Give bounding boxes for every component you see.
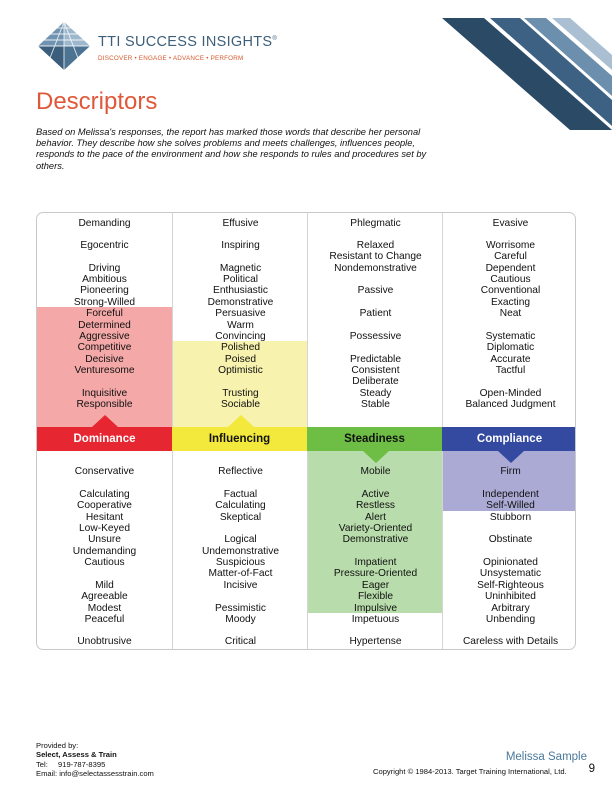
descriptor-word: Pressure-Oriented — [333, 568, 418, 579]
descriptor-word: Open-Minded — [479, 388, 542, 399]
compliance-marker — [498, 451, 524, 463]
descriptor-word: Aggressive — [79, 331, 130, 342]
descriptor-word: Critical — [224, 636, 257, 647]
descriptor-word: Venturesome — [74, 365, 135, 376]
descriptor-word: Mild — [95, 580, 114, 591]
descriptor-word: Impatient — [354, 557, 397, 568]
descriptor-word: Self-Willed — [486, 500, 535, 511]
descriptor-word: Responsible — [76, 399, 133, 410]
descriptor-word: Modest — [87, 603, 122, 614]
descriptor-word: Steady — [359, 388, 392, 399]
provider-company: Select, Assess & Train — [36, 750, 117, 760]
descriptor-word: Dependent — [485, 263, 536, 274]
descriptor-word: Cooperative — [77, 500, 132, 511]
descriptor-word: Determined — [78, 320, 131, 331]
descriptor-word: Incisive — [223, 580, 258, 591]
descriptor-word: Polished — [220, 342, 261, 353]
descriptor-word: Possessive — [349, 331, 402, 342]
descriptor-word: Alert — [365, 512, 386, 523]
descriptor-word: Passive — [357, 285, 394, 296]
descriptor-word: Demonstrative — [207, 297, 274, 308]
descriptor-word: Arbitrary — [491, 603, 530, 614]
descriptor-word: Evasive — [492, 218, 529, 229]
descriptor-word: Suspicious — [215, 557, 266, 568]
descriptor-word: Obstinate — [488, 534, 533, 545]
descriptor-word: Stable — [361, 399, 390, 410]
influencing-label: Influencing — [172, 427, 307, 451]
descriptor-word: Hypertense — [349, 636, 402, 647]
provided-by-label: Provided by: — [36, 741, 79, 750]
descriptor-word: Active — [361, 489, 390, 500]
brand-tagline: DISCOVER • ENGAGE • ADVANCE • PERFORM — [98, 55, 244, 62]
descriptor-word: Conservative — [74, 466, 135, 477]
descriptor-word: Worrisome — [485, 240, 536, 251]
descriptor-word: Balanced Judgment — [465, 399, 556, 410]
descriptor-word: Convincing — [215, 331, 266, 342]
descriptor-word: Patient — [359, 308, 392, 319]
descriptor-word: Inspiring — [221, 240, 260, 251]
descriptor-word: Uninhibited — [485, 591, 536, 602]
descriptor-word: Factual — [223, 489, 258, 500]
descriptor-word: Flexible — [357, 591, 394, 602]
page-title: Descriptors — [36, 88, 158, 115]
descriptor-word: Persuasive — [215, 308, 266, 319]
descriptor-word: Cautious — [490, 274, 531, 285]
descriptor-word: Neat — [499, 308, 522, 319]
descriptor-word: Agreeable — [81, 591, 128, 602]
descriptor-word: Impulsive — [353, 603, 398, 614]
descriptor-word: Variety-Oriented — [338, 523, 413, 534]
descriptor-word: Trusting — [222, 388, 259, 399]
descriptor-word: Competitive — [77, 342, 132, 353]
descriptor-word: Deliberate — [352, 376, 399, 387]
descriptor-word: Impetuous — [351, 614, 400, 625]
descriptor-word: Hesitant — [85, 512, 124, 523]
descriptor-word: Decisive — [85, 354, 124, 365]
descriptor-word: Logical — [224, 534, 257, 545]
dominance-label: Dominance — [37, 427, 172, 451]
descriptor-word: Poised — [224, 354, 257, 365]
brand-name: TTI SUCCESS INSIGHTS® — [98, 34, 278, 50]
descriptor-word: Calculating — [79, 489, 130, 500]
respondent-name: Melissa Sample — [505, 751, 587, 763]
descriptor-word: Magnetic — [219, 263, 262, 274]
descriptor-grid — [36, 212, 576, 650]
descriptor-word: Optimistic — [218, 365, 263, 376]
descriptor-word: Inquisitive — [81, 388, 128, 399]
descriptor-word: Nondemonstrative — [334, 263, 417, 274]
diamond-logo-icon — [36, 20, 92, 72]
descriptor-word: Restless — [355, 500, 396, 511]
descriptor-word: Tactful — [495, 365, 526, 376]
intro-paragraph: Based on Melissa's responses, the report has marked those words that describe her personal behavior. They describe how she solves problems and meets challenges, influences people, responds to the pace of the environment and how she responds to rules and procedures set by others. — [36, 127, 427, 171]
descriptor-word: Reflective — [218, 466, 263, 477]
descriptor-word: Unbending — [485, 614, 536, 625]
descriptor-word: Self-Righteous — [477, 580, 544, 591]
descriptor-word: Calculating — [215, 500, 266, 511]
descriptor-word: Egocentric — [80, 240, 129, 251]
descriptor-word: Undemonstrative — [201, 546, 279, 557]
descriptor-word: Driving — [88, 263, 121, 274]
descriptor-word: Stubborn — [489, 512, 532, 523]
descriptor-word: Political — [222, 274, 259, 285]
descriptor-word: Systematic — [485, 331, 536, 342]
descriptor-word: Diplomatic — [486, 342, 535, 353]
descriptor-word: Skeptical — [219, 512, 262, 523]
descriptor-word: Pessimistic — [215, 603, 266, 614]
descriptor-word: Phlegmatic — [350, 218, 401, 229]
descriptor-word: Careful — [494, 251, 527, 262]
descriptor-word: Unsure — [88, 534, 121, 545]
copyright-notice: Copyright © 1984-2013. Target Training International, Ltd. — [373, 767, 567, 776]
descriptor-word: Eager — [361, 580, 390, 591]
dominance-marker — [92, 415, 118, 427]
descriptor-word: Ambitious — [82, 274, 127, 285]
descriptor-word: Relaxed — [356, 240, 395, 251]
descriptor-word: Unobtrusive — [77, 636, 132, 647]
descriptor-word: Conventional — [480, 285, 541, 296]
descriptor-word: Independent — [482, 489, 539, 500]
descriptor-word: Cautious — [84, 557, 125, 568]
provider-email: Email: info@selectassesstrain.com — [36, 768, 154, 778]
descriptor-word: Pioneering — [80, 285, 129, 296]
corner-stripes-icon — [442, 0, 612, 130]
descriptor-word: Opinionated — [483, 557, 538, 568]
descriptor-word: Resistant to Change — [329, 251, 422, 262]
steadiness-label: Steadiness — [307, 427, 442, 451]
descriptor-word: Accurate — [490, 354, 531, 365]
descriptor-word: Enthusiastic — [213, 285, 268, 296]
descriptor-word: Forceful — [86, 308, 123, 319]
descriptor-word: Predictable — [350, 354, 401, 365]
descriptor-word: Exacting — [490, 297, 531, 308]
descriptor-word: Demanding — [78, 218, 131, 229]
influencing-marker — [228, 415, 254, 427]
descriptor-word: Unsystematic — [479, 568, 542, 579]
descriptor-word: Careless with Details — [462, 636, 559, 647]
descriptor-word: Moody — [225, 614, 256, 625]
descriptor-word: Firm — [500, 466, 521, 477]
descriptor-word: Strong-Willed — [73, 297, 136, 308]
email-link[interactable]: info@selectassesstrain.com — [59, 768, 154, 778]
descriptor-word: Mobile — [360, 466, 391, 477]
descriptor-word: Peaceful — [84, 614, 125, 625]
descriptor-word: Effusive — [222, 218, 259, 229]
factor-band — [37, 427, 576, 451]
provider-info — [36, 741, 154, 778]
descriptor-word: Sociable — [220, 399, 261, 410]
steadiness-marker — [363, 451, 389, 463]
descriptor-word: Undemanding — [72, 546, 137, 557]
page-number: 9 — [588, 763, 595, 775]
descriptor-word: Consistent — [351, 365, 400, 376]
provider-phone: Tel: 919-787-8395 — [36, 759, 106, 769]
descriptor-word: Warm — [227, 320, 254, 331]
compliance-label: Compliance — [442, 427, 576, 451]
descriptor-word: Matter-of-Fact — [208, 568, 273, 579]
descriptor-word: Demonstrative — [342, 534, 409, 545]
descriptor-word: Low-Keyed — [79, 523, 130, 534]
